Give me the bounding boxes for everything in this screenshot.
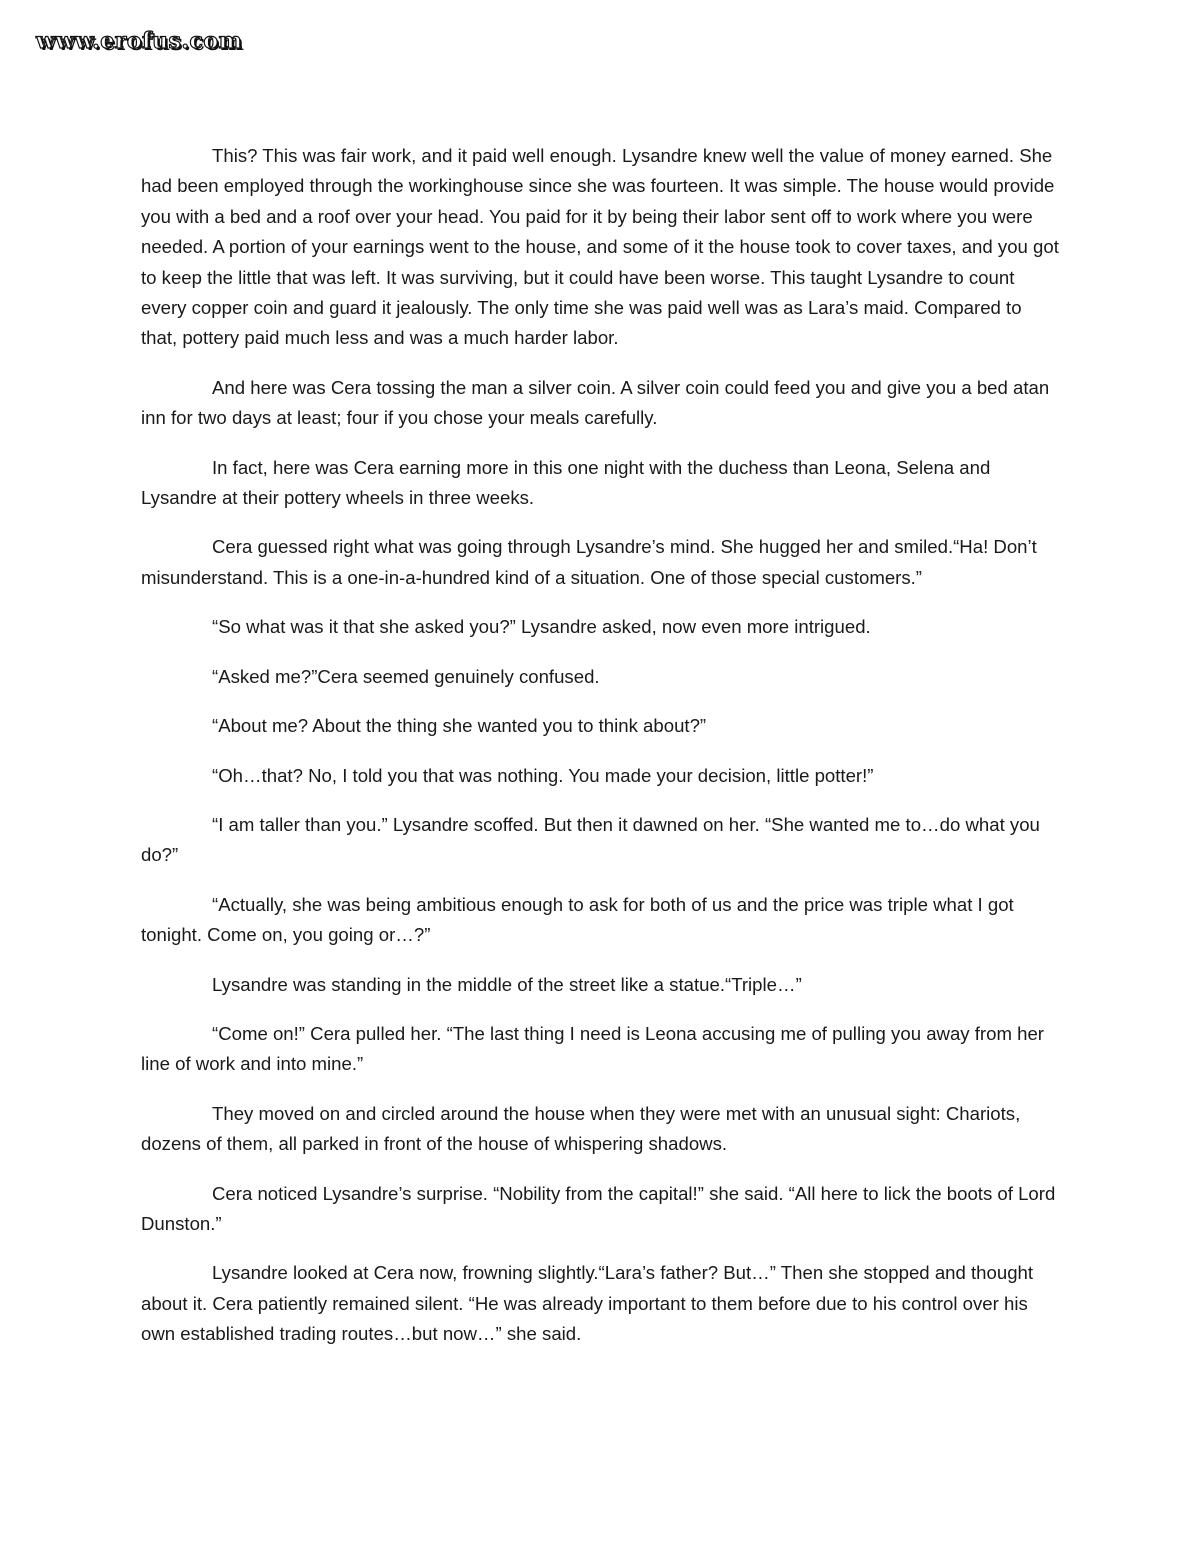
paragraph-1: This? This was fair work, and it paid well enough. Lysandre knew well the value of money earned. She had been employed through the workinghouse since she was fourteen. It was simple. The house would provide you with a bed and a roof over your head. You paid for it by being their labor sent off to work where you were needed. A portion of your earnings went to the house, and some of it the house took to cover taxes, and you got to keep the little that was left. It was surviving, but it could have been worse. This taught Lysandre to count every copper coin and guard it jealously. The only time she was paid well was as Lara’s maid. Compared to that, pottery paid much less and was a much harder labor. <box>141 145 1059 349</box>
paragraph-15: Lysandre looked at Cera now, frowning slightly.“Lara’s father? But…” Then she stopped and thought about it. Cera patiently remained silent. “He was already important to them before due to his control over his own established trading routes…but now…” she said. <box>141 1262 1034 1345</box>
document-body <box>141 141 1061 1369</box>
site-watermark: www.erofus.com <box>36 28 243 54</box>
paragraph-9: “I am taller than you.” Lysandre scoffed. But then it dawned on her. “She wanted me to…do what you do?” <box>141 813 1040 866</box>
paragraph-3: In fact, here was Cera earning more in this one night with the duchess than Leona, Selena and Lysandre at their pottery wheels in three weeks. <box>141 456 991 509</box>
paragraph-5: “So what was it that she asked you?” Lysandre asked, now even more intrigued. <box>212 616 871 638</box>
paragraph-14: Cera noticed Lysandre’s surprise. “Nobility from the capital!” she said. “All here to lick the boots of Lord Dunston.” <box>141 1182 1056 1234</box>
paragraph-10: “Actually, she was being ambitious enough to ask for both of us and the price was triple what I got tonight. Come on, you going or…?” <box>141 893 1014 946</box>
paragraph-13: They moved on and circled around the house when they were met with an unusual sight: Chariots, dozens of them, all parked in front of the house of whispering shadows. <box>141 1102 1021 1155</box>
paragraph-7: “About me? About the thing she wanted you to think about?” <box>212 715 707 737</box>
paragraph-2: And here was Cera tossing the man a silver coin. A silver coin could feed you and give you a bed atan inn for two days at least; four if you chose your meals carefully. <box>141 376 1050 429</box>
paragraph-8: “Oh…that? No, I told you that was nothing. You made your decision, little potter!” <box>212 764 874 786</box>
paragraph-11: Lysandre was standing in the middle of the street like a statue.“Triple…” <box>212 973 802 995</box>
paragraph-4: Cera guessed right what was going through Lysandre’s mind. She hugged her and smiled.“Ha! Don’t misunderstand. This is a one-in-a-hundred kind of a situation. One of those special customers.” <box>141 536 1037 588</box>
paragraph-12: “Come on!” Cera pulled her. “The last thing I need is Leona accusing me of pulling you away from her line of work and into mine.” <box>141 1022 1044 1075</box>
paragraph-6: “Asked me?”Cera seemed genuinely confused. <box>212 665 600 687</box>
